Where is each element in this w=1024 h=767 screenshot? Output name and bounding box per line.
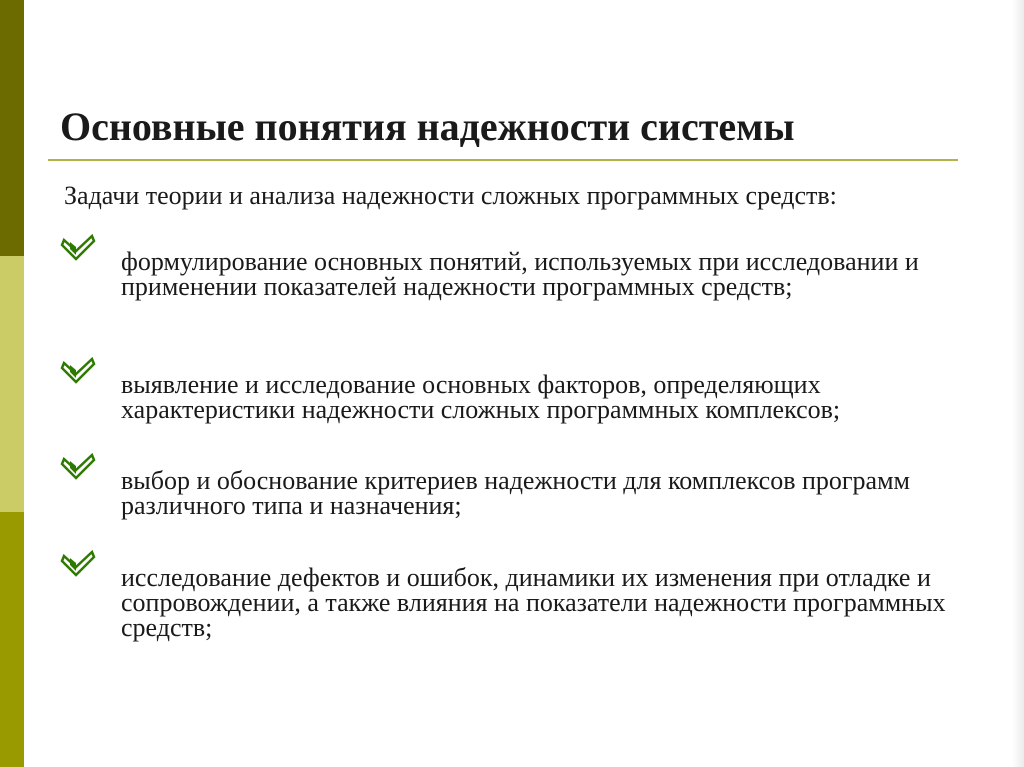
checkmark-arrow-icon (60, 354, 96, 390)
slide-edge-shadow (1012, 0, 1024, 767)
title-underline (48, 159, 958, 161)
checkmark-arrow-icon (60, 231, 96, 267)
slide-title: Основные понятия надежности системы (60, 104, 795, 149)
bullet-text: выявление и исследование основных факторов, определяющих характеристики надежности сложных программных комплексов; (121, 370, 841, 424)
bullet-text: формулирование основных понятий, используемых при исследовании и применении показателей надежности программных средств; (121, 247, 919, 301)
checkmark-arrow-icon (60, 547, 96, 583)
side-bar-top (0, 0, 24, 256)
side-bar-bottom (0, 512, 24, 767)
checkmark-arrow-icon (60, 450, 96, 486)
bullet-text: исследование дефектов и ошибок, динамики их изменения при отладке и сопровождении, а также влияния на показатели надежности программных средств; (121, 563, 946, 642)
slide-subtitle: Задачи теории и анализа надежности сложных программных средств: (64, 181, 837, 210)
bullet-text: выбор и обоснование критериев надежности для комплексов программ различного типа и назначения; (121, 466, 910, 520)
side-bar-middle (0, 256, 24, 512)
